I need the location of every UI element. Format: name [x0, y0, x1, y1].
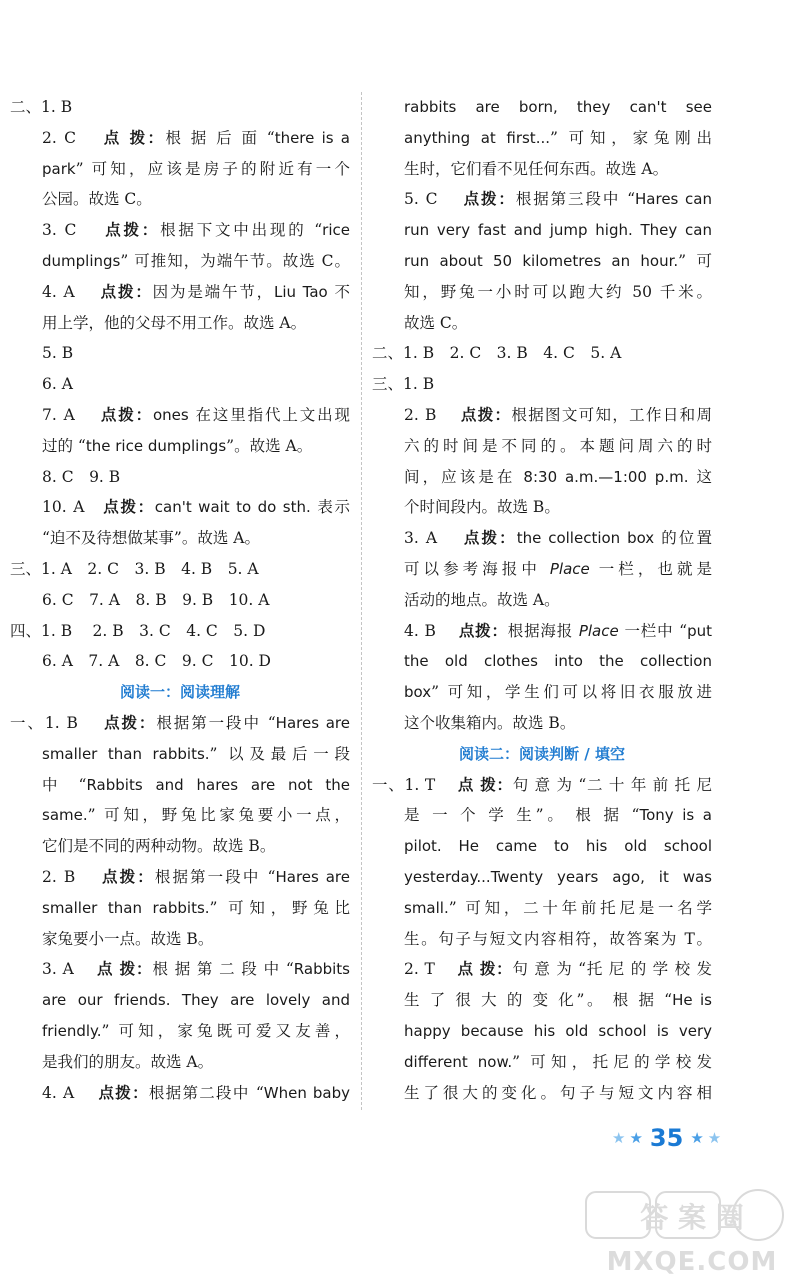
answer-line: run about 50 kilometres an hour.” 可: [404, 251, 712, 270]
answer-line: smaller than rabbits.” 可知，野兔比: [42, 898, 350, 917]
answer-line: 2. B 点拨：根据图文可知，工作日和周: [404, 405, 712, 424]
svg-text:MXQE.COM: MXQE.COM: [606, 1247, 778, 1277]
answer-line: 一、1. B 点拨：根据第一段中 “Hares are: [10, 713, 350, 732]
answer-line: 四、1. B 2. B 3. C 4. C 5. D: [10, 621, 266, 640]
answer-line: 5. B: [42, 344, 74, 363]
answer-line: 个时间段内。故选 B。: [404, 498, 560, 517]
answer-line: happy because his old school is very: [404, 1021, 712, 1040]
answer-line: anything at first...” 可知，家兔刚出: [404, 128, 712, 147]
answer-line: 生时，它们看不见任何东西。故选 A。: [404, 159, 669, 178]
answer-line: different now.” 可知，托尼的学校发: [404, 1052, 712, 1071]
answer-line: 三、1. B: [372, 375, 435, 394]
answer-line: 2. B 点拨：根据第一段中 “Hares are: [42, 867, 350, 886]
answer-line: 中 “Rabbits and hares are not the: [42, 775, 350, 794]
answer-line: 是我们的朋友。故选 A。: [42, 1052, 214, 1071]
answer-line: 这个收集箱内。故选 B。: [404, 713, 576, 732]
answer-line: 4. A 点拨：因为是端午节，Liu Tao 不: [42, 282, 350, 301]
star-icon: ★: [707, 1129, 722, 1147]
answer-line: 4. A 点拨：根据第二段中 “When baby: [42, 1083, 350, 1102]
answer-line: friendly.” 可知，家兔既可爱又友善，: [42, 1021, 350, 1040]
answer-line: 6. A 7. A 8. C 9. C 10. D: [42, 652, 271, 671]
star-icon: ★: [612, 1129, 626, 1147]
answer-line: park” 可知，应该是房子的附近有一个: [42, 159, 350, 178]
svg-text:答 案 圈: 答 案 圈: [640, 1201, 744, 1234]
answer-line: rabbits are born, they can't see: [404, 98, 712, 116]
page-number-footer: [612, 1120, 721, 1156]
answer-line: 3. A 点拨：the collection box 的位置: [404, 529, 712, 548]
answer-line: 8. C 9. B: [42, 467, 121, 486]
answer-line: 6. A: [42, 375, 73, 394]
answer-line: 可以参考海报中 Place 一栏，也就是: [404, 559, 712, 578]
answer-line: 生。句子与短文内容相符，故答案为 T。: [404, 929, 712, 948]
answer-line: box” 可知，学生们可以将旧衣服放进: [404, 683, 712, 702]
answer-line: 2. C 点 拨：根 据 后 面 “there is a: [42, 128, 350, 147]
answer-line: 公园。故选 C。: [42, 190, 152, 209]
answer-line: pilot. He came to his old school: [404, 837, 712, 856]
answer-line: 三、1. A 2. C 3. B 4. B 5. A: [10, 559, 259, 578]
answer-line: same.” 可知，野兔比家兔要小一点，: [42, 806, 350, 825]
answer-line: 10. A 点拨：can't wait to do sth. 表示: [42, 498, 350, 517]
answer-line: 生 了 很 大 的 变 化”。 根 据 “He is: [404, 991, 712, 1010]
answer-line: 活动的地点。故选 A。: [404, 590, 560, 609]
answer-line: 家兔要小一点。故选 B。: [42, 929, 214, 948]
answer-line: 二、1. B: [10, 98, 73, 116]
answer-line: 2. T 点 拨：句 意 为 “托 尼 的 学 校 发: [404, 960, 712, 979]
answer-line: run very fast and jump high. They can: [404, 221, 712, 240]
left-column: [10, 92, 350, 1108]
answer-line: 它们是不同的两种动物。故选 B。: [42, 837, 276, 856]
answer-line: 故选 C。: [404, 313, 468, 332]
answer-line: 用上学，他的父母不用工作。故选 A。: [42, 313, 307, 332]
star-icon: ★: [629, 1129, 643, 1147]
answer-line: 是 一 个 学 生”。 根 据 “Tony is a: [404, 806, 712, 825]
watermark-logo: [580, 1186, 805, 1278]
answer-line: 过的 “the rice dumplings”。故选 A。: [42, 436, 313, 455]
answer-line: 六的时间是不同的。本题问周六的时: [404, 436, 712, 455]
right-column: [372, 92, 712, 1108]
answer-line: 一、1. T 点 拨：句 意 为 “二 十 年 前 托 尼: [372, 775, 712, 794]
answer-line: yesterday...Twenty years ago, it was: [404, 867, 712, 886]
answer-line: smaller than rabbits.” 以及最后一段: [42, 744, 350, 763]
section-title: 阅读二：阅读判断 / 填空: [459, 744, 625, 763]
answer-line: 7. A 点拨：ones 在这里指代上文出现: [42, 405, 350, 424]
answer-line: 3. A 点 拨：根 据 第 二 段 中 “Rabbits: [42, 960, 350, 979]
answer-line: 间，应该是在 8:30 a.m.—1:00 p.m. 这: [404, 467, 712, 486]
answer-line: dumplings” 可推知，为端午节。故选 C。: [42, 251, 350, 270]
answer-line: 知，野兔一小时可以跑大约 50 千米。: [404, 282, 712, 301]
section-title: 阅读一：阅读理解: [119, 683, 240, 702]
page-number: 35: [649, 1124, 684, 1152]
column-divider: [361, 92, 362, 1110]
answer-line: 6. C 7. A 8. B 9. B 10. A: [42, 590, 270, 609]
answer-line: are our friends. They are lovely and: [42, 991, 350, 1010]
answer-line: the old clothes into the collection: [404, 652, 712, 671]
answer-line: 生了很大的变化。句子与短文内容相: [404, 1083, 712, 1102]
answer-line: “迫不及待想做某事”。故选 A。: [42, 529, 260, 548]
answer-line: 3. C 点拨：根据下文中出现的 “rice: [42, 221, 350, 240]
star-icon: ★: [690, 1129, 704, 1147]
answer-line: 二、1. B 2. C 3. B 4. C 5. A: [372, 344, 622, 363]
answer-line: small.” 可知，二十年前托尼是一名学: [404, 898, 712, 917]
answer-line: 4. B 点拨：根据海报 Place 一栏中 “put: [404, 621, 712, 640]
answer-line: 5. C 点拨：根据第三段中 “Hares can: [404, 190, 712, 209]
